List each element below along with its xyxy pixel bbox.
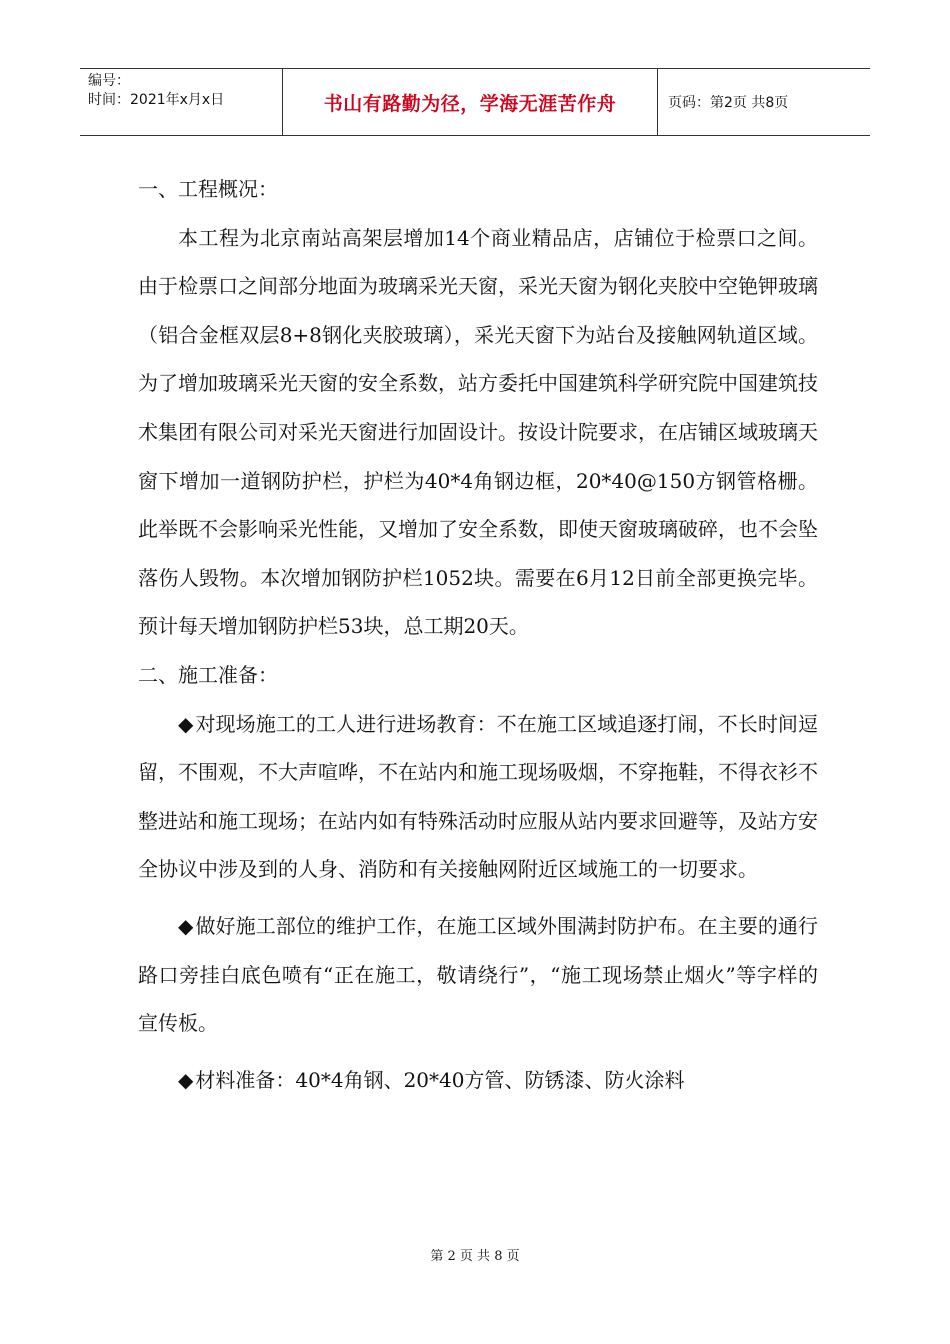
bullet-text: 对现场施工的工人进行进场教育：不在施工区域追逐打闹，不长时间逗留，不围观，不大声喧哗，不在站内和施工现场吸烟，不穿拖鞋，不得衣衫不整进站和施工现场；在站内如有特殊活动时应服从站内要求回避等，及站方安全协议中涉及到的人身、消防和有关接触网附近区域施工的一切要求。 (138, 711, 818, 882)
bullet-text: 做好施工部位的维护工作，在施工区域外围满封防护布。在主要的通行路口旁挂白底色喷有“正在施工，敬请绕行”，“施工现场禁止烟火”等字样的宣传板。 (138, 913, 818, 1036)
bullet-item (138, 700, 818, 894)
diamond-bullet-icon: ◆ (178, 913, 194, 938)
time-label: 时间：2021年x月x日 (88, 92, 225, 108)
bullet-item (138, 1056, 818, 1105)
header-motto: 书山有路勤为径，学海无涯苦作舟 (283, 69, 658, 135)
page-header (80, 68, 870, 136)
header-page-info: 页码：第2页 共8页 (668, 95, 789, 111)
diamond-bullet-icon: ◆ (178, 711, 194, 736)
document-body (138, 165, 818, 1104)
diamond-bullet-icon: ◆ (178, 1067, 194, 1092)
header-meta (80, 69, 283, 135)
serial-label: 编号： (88, 73, 130, 89)
section-heading-preparation: 二、施工准备： (138, 662, 278, 687)
overview-paragraph: 本工程为北京南站高架层增加14个商业精品店，店铺位于检票口之间。由于检票口之间部分地面为玻璃采光天窗，采光天窗为钢化夹胶中空铯钾玻璃（铝合金框双层8+8钢化夹胶玻璃），采光天窗下为站台及接触网轨道区域。为了增加玻璃采光天窗的安全系数，站方委托中国建筑科学研究院中国建筑技术集团有限公司对采光天窗进行加固设计。按设计院要求，在店铺区域玻璃天窗下增加一道钢防护栏，护栏为40*4角钢边框，20*40@150方钢管格栅。此举既不会影响采光性能，又增加了安全系数，即使天窗玻璃破碎，也不会坠落伤人毁物。本次增加钢防护栏1052块。需要在6月12日前全部更换完毕。预计每天增加钢防护栏53块，总工期20天。 (138, 225, 818, 639)
section-heading-overview: 一、工程概况： (138, 177, 278, 201)
page-footer: 第 2 页 共 8 页 (430, 1249, 520, 1264)
bullet-text: 材料准备：40*4角钢、20*40方管、防锈漆、防火涂料 (195, 1067, 685, 1092)
bullet-item (138, 902, 818, 1048)
